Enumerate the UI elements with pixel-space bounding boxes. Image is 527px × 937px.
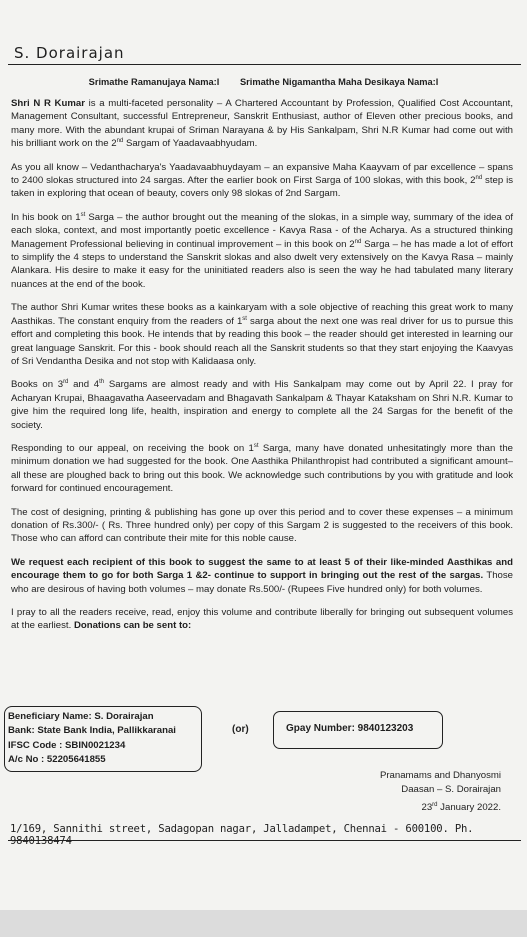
paragraph-text: Sarga – he has made a lot of effort to simplify the 4 steps to understand the Sanskrit slokas and also dwelt very extensively on the Kavya Rasa – mainly Alankara. His desire to make it easy for the uninitiated readers also is seen the way he had tabulated many literary nuances at the end of the book. (11, 238, 513, 290)
account-number: A/c No : 52205641855 (8, 753, 106, 765)
ifsc-code: IFSC Code : SBIN0021234 (8, 739, 126, 751)
superscript: st (242, 315, 247, 322)
signoff-date (380, 798, 501, 815)
or-label: (or) (232, 724, 249, 735)
footer-address: 1/169, Sannithi street, Sadagopan nagar, Jalladampet, Chennai - 600100. Ph. 9840138474 (10, 823, 474, 847)
paragraph-overview (11, 161, 513, 201)
paragraph-response (11, 442, 513, 496)
paragraph-request (11, 556, 513, 596)
paragraph-text: I pray to all the readers receive, read, enjoy this volume and contribute liberally for bringing out subsequent volumes at the earliest. (11, 607, 513, 632)
superscript: nd (354, 238, 362, 245)
bank-details-box (4, 706, 202, 772)
paragraph-text: In his book on 1 (11, 211, 81, 223)
superscript: th (99, 379, 105, 386)
paragraph-text: Sarga – the author brought out the meaning of the slokas, in a simple way, summary of the idea of each sloka, context, and most importantly poetic excellence - Kavya Rasa - of the Acharya. As a structured thinking Management Professional believing in continual improvement – in this book on 2 (11, 211, 513, 250)
signoff-greeting: Pranamams and Dhanyosmi (379, 770, 501, 781)
invocation-line (0, 77, 527, 87)
date-day: 23 (421, 801, 433, 813)
paragraph-upcoming (11, 378, 513, 432)
letter-body (11, 97, 513, 643)
superscript: rd (432, 801, 438, 808)
paragraph-text: step is taken in exploring that ocean of beauty, covers only 98 slokas of 2nd Sargam. (11, 175, 513, 200)
superscript: nd (116, 138, 124, 145)
paragraph-text: Those who are desirous of having both volumes – may donate Rs.500/- (Rupees Five hundred only) for both volumes. (11, 570, 513, 595)
paragraph-text: Books on 3 (11, 379, 64, 391)
gpay-box: Gpay Number: 9840123203 (273, 711, 443, 749)
paragraph-text: 2 (111, 138, 117, 150)
invocation-right: Srimathe Nigamantha Maha Desikaya Nama:l (239, 77, 439, 87)
superscript: st (253, 442, 259, 449)
paragraph-text: Responding to our appeal, on receiving the book on 1 (11, 442, 254, 454)
paragraph-objective (11, 301, 513, 368)
superscript: nd (475, 174, 483, 181)
paragraph-text: is a multi-faceted personality – A Chartered Accountant by Profession, Qualified Cost Accountant, Management Consultant, successful Entrepreneur, Sanskrit Enthusiast, author of Eleven other precious books, and many more. With the abundant krupai of Sriman Narayana & by His Sankalpam, Shri N.R Kumar had come out with his brilliant work on the (11, 98, 513, 150)
superscript: rd (63, 379, 69, 386)
paragraph-intro (11, 97, 513, 151)
bank-name: Bank: State Bank India, Pallikkaranai (8, 725, 176, 737)
paragraph-cost: The cost of designing, printing & publishing has gone up over this period and to cover these expenses – a minimum donation of Rs.300/- ( Rs. Three hundred only) per copy of this Sargam 2 is suggested to the receivers of this book. Those who can afford can contribute their mite for this noble cause. (11, 506, 513, 545)
donation-heading: Donations can be sent to: (73, 620, 192, 632)
paragraph-approach (11, 211, 513, 291)
paragraph-closing (11, 606, 513, 633)
header-divider (8, 64, 521, 65)
signoff-block (380, 769, 501, 815)
paragraph-text: Sargams are almost ready and with His Sankalpam may come out by April 22. I pray for Acharyan Krupai, Bhaagavatha Aaseervadam and Bhagavath Sankalpam & Thayar Kataksham on Shri N.R. Kumar to give him the required long life, health, inspiration and energy to complete all the 24 Sargas for the benefit of the society. (11, 379, 513, 431)
paragraph-text: Sargam of Yaadavaabhyudam. (123, 138, 258, 150)
paragraph-text: sarga about the next one was real driver for us to pursue this effort and completing this book. He intends that by reading this book – the reader should get interested in learning our great language Sanskrit. For this - book should reach all the Sanskrit students so that they start enjoying the Kaavyas of Sri Vendantha Desika and not stop with Kalidaasa only. (11, 315, 513, 367)
footer-divider (8, 840, 521, 841)
paragraph-text: and 4 (68, 379, 100, 391)
paragraph-text: The author Shri Kumar writes these books as a kainkaryam with a sole objective of reaching this great work to many Aasthikas. The constant enquiry from the readers of 1 (11, 302, 513, 327)
date-rest: January 2022. (437, 801, 501, 813)
signoff-signature: Daasan – S. Dorairajan (401, 784, 501, 796)
paragraph-text: As you all know – Vedanthacharya's Yaadavaabhuydayam – an expansive Maha Kaayvam of par excellence – spans to 2400 slokas structured into 24 sargas. After the earlier book on First Sarga of 100 slokas, with this book, 2 (11, 161, 513, 187)
author-name: Shri N R Kumar (11, 98, 85, 109)
letterhead-name: S. Dorairajan (14, 44, 125, 62)
paragraph-text: Sarga, many have donated unhesitatingly more than the minimum donation we had suggested for the book. One Aasthika Philanthropist had contributed a significant amount– all these are ploughed back to bring out this book. We acknowledge such contributions by you with gratitude and look forward for continued encouragement. (11, 442, 513, 495)
invocation-left: Srimathe Ramanujaya Nama:l (88, 77, 220, 87)
beneficiary-name: Beneficiary Name: S. Dorairajan (8, 711, 154, 722)
request-emphasis: We request each recipient of this book to suggest the same to at least 5 of their like-minded Aasthikas and encourage them to go for both Sarga 1 &2- continue to support in bringing out the rest of the sargas. (11, 556, 513, 582)
superscript: st (80, 211, 86, 218)
